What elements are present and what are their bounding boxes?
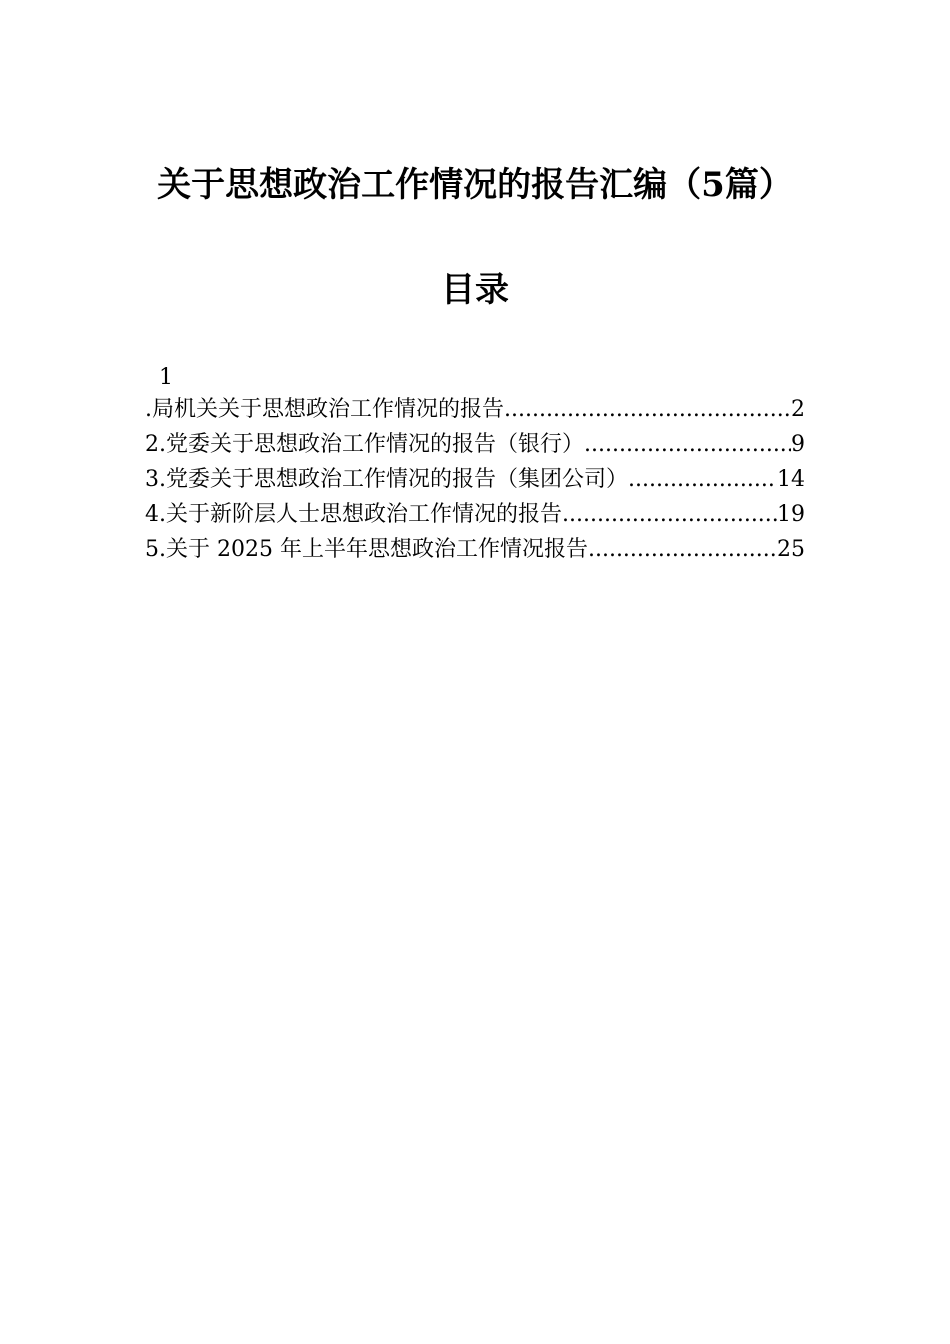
toc-dot-leader — [504, 392, 791, 427]
toc-stray-number: 1 — [159, 365, 173, 390]
toc-entry-label: 4.关于新阶层人士思想政治工作情况的报告 — [145, 502, 562, 527]
toc-entry-1[interactable] — [145, 392, 805, 427]
toc-entry-page: 2 — [791, 397, 805, 422]
toc-entry-label: 2.党委关于思想政治工作情况的报告（银行） — [145, 432, 584, 457]
toc-entry-5[interactable] — [145, 532, 805, 567]
table-of-contents — [145, 364, 805, 567]
toc-dot-leader — [562, 497, 777, 532]
toc-dot-leader — [628, 462, 777, 497]
document-title: 关于思想政治工作情况的报告汇编（5篇） — [157, 165, 793, 205]
toc-entry-label: 5.关于 2025 年上半年思想政治工作情况报告 — [145, 537, 588, 562]
toc-entry-4[interactable] — [145, 497, 805, 532]
toc-entry-label: 3.党委关于思想政治工作情况的报告（集团公司） — [145, 467, 628, 492]
toc-entry-page: 14 — [777, 467, 805, 492]
toc-entry-2[interactable] — [145, 427, 805, 462]
toc-entry-label: .局机关关于思想政治工作情况的报告 — [145, 397, 504, 422]
toc-entry-page: 19 — [777, 502, 805, 527]
toc-entry-page: 25 — [777, 537, 805, 562]
toc-entry-page: 9 — [791, 432, 805, 457]
toc-dot-leader — [588, 532, 777, 567]
toc-dot-leader — [584, 427, 791, 462]
toc-entry-3[interactable] — [145, 462, 805, 497]
toc-heading: 目录 — [441, 270, 509, 310]
